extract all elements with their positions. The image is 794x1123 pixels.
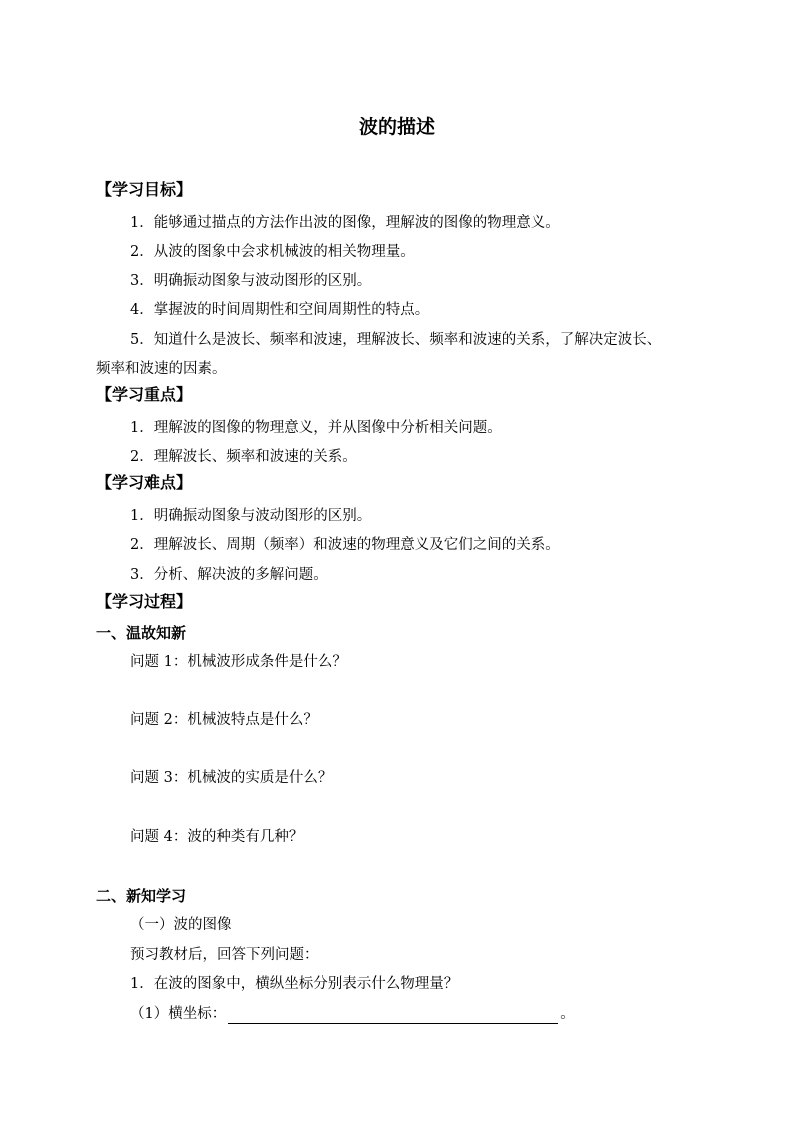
difficulty-item: 3．分析、解决波的多解问题。 — [130, 567, 328, 583]
goals-heading: 【学习目标】 — [96, 180, 193, 199]
blank-label: （1）横坐标： — [130, 1006, 227, 1022]
goal-item-continued: 频率和波速的因素。 — [96, 361, 227, 377]
goal-item: 3．明确振动图象与波动图形的区别。 — [130, 273, 372, 289]
intro-text: 预习教材后，回答下列问题： — [130, 947, 319, 963]
goal-item: 2．从波的图象中会求机械波的相关物理量。 — [130, 244, 415, 260]
new-learning-heading: 二、新知学习 — [96, 887, 187, 905]
difficulties-heading: 【学习难点】 — [96, 473, 193, 492]
keypoint-item: 2．理解波长、频率和波速的关系。 — [130, 449, 357, 465]
blank-end: 。 — [560, 1006, 575, 1022]
review-heading: 一、温故知新 — [96, 624, 187, 642]
difficulty-item: 1．明确振动图象与波动图形的区别。 — [130, 508, 372, 524]
process-heading: 【学习过程】 — [96, 592, 193, 611]
goal-item: 4．掌握波的时间周期性和空间周期性的特点。 — [130, 302, 430, 318]
question-item: 1．在波的图象中，横纵坐标分别表示什么物理量？ — [130, 976, 459, 992]
fill-blank-row — [130, 1004, 575, 1024]
page-title: 波的描述 — [358, 116, 435, 138]
keypoint-item: 1．理解波的图像的物理意义，并从图像中分析相关问题。 — [130, 420, 502, 436]
answer-blank[interactable] — [228, 1009, 558, 1024]
goal-item: 5．知道什么是波长、频率和波速，理解波长、频率和波速的关系，了解决定波长、 — [130, 332, 662, 348]
goal-item: 1．能够通过描点的方法作出波的图像，理解波的图像的物理意义。 — [130, 215, 560, 231]
difficulty-item: 2．理解波长、周期（频率）和波速的物理意义及它们之间的关系。 — [130, 537, 560, 553]
subsection-title: （一）波的图像 — [130, 917, 232, 933]
review-question: 问题 1：机械波形成条件是什么？ — [130, 654, 347, 670]
review-question: 问题 4：波的种类有几种？ — [130, 829, 304, 845]
keypoints-heading: 【学习重点】 — [96, 385, 193, 404]
review-question: 问题 3：机械波的实质是什么？ — [130, 770, 333, 786]
review-question: 问题 2：机械波特点是什么？ — [130, 712, 318, 728]
